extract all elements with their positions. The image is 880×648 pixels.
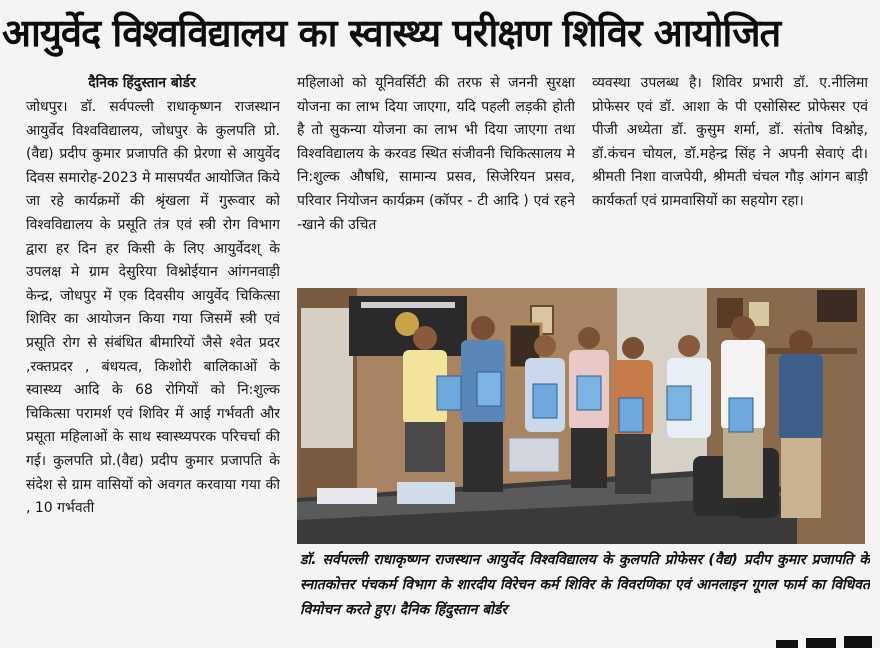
photo-illustration [297,288,865,544]
article-column-3 [592,72,868,282]
article-column-1 [4,72,280,648]
article-text-column-3: व्यवस्था उपलब्ध है। शिविर प्रभारी डॉ. ए.नीलिमा प्रोफेसर एवं डॉ. आशा के पी एसोसिस्ट प्रोफेसर एवं पीजी अध्येता डॉ. कुसुम शर्मा, डॉ. संतोष विश्नोइ, डॉ.कंचन चोयल, डॉ.महेन्द्र सिंह ने अपनी सेवाएं दी। श्रीमती निशा वाजपेयी, श्रीमती चंचल गौड़ आंगन बाड़ी कार्यकर्ता एवं ग्रामवासियों का सहयोग रहा। [592,75,868,209]
photo-caption-text: डॉ. सर्वपल्ली राधाकृष्णन राजस्थान आयुर्वेद विश्वविद्यालय के कुलपति प्रोफेसर (वैद्य) प्रदीप कुमार प्रजापति के स्नातकोत्तर पंचकर्म विभाग के शारदीय विरेचन कर्म शिविर के विवरणिका एवं आनलाइन गूगल फार्म का विधिवत विमोचन करते हुए। दैनिक हिंदुस्तान बोर्डर [300,552,870,618]
photo-caption [300,548,870,638]
article-text-column-2: महिलाओ को यूनिवर्सिटी की तरफ से जननी सुरक्षा योजना का लाभ दिया जाएगा, यदि पहली लड़की होती है तो सुकन्या योजना का लाभ भी दिया जाएगा तथा विश्वविद्यालय के करवड स्थित संजीवनी चिकित्सालय मे नि:शुल्क औषधि, सामान्य प्रसव, सिजेरियन प्रसव, परिवार नियोजन कार्यक्रम (कॉपर - टी आदि ) एवं रहने -खाने की उचित [297,75,575,233]
next-article-fragment [770,632,876,648]
news-photo [297,288,865,544]
article-column-2 [297,72,575,282]
article-text-column-1: जोधपुर। डॉ. सर्वपल्ली राधाकृष्णन राजस्थान आयुर्वेद विश्वविद्यालय, जोधपुर के कुलपति प्रो. (वैद्य) प्रदीप कुमार प्रजापति की प्रेरणा से आयुर्वेद दिवस समारोह-2023 मे मासपर्यंत आयोजित किये जा रहे कार्यक्रमों की श्रृंखला में गुरूवार को विश्वविद्यालय के प्रसूति तंत्र एवं स्त्री रोग विभाग द्वारा हर दिन हर किसी के लिए आयुर्वेदश् के उपलक्ष मे ग्राम देसुरिया विश्नोईयान आंगनवाड़ी केन्द्र, जोधपुर में एक दिवसीय आयुर्वेद चिकित्सा शिविर का आयोजन किया गया जिसमें स्त्री एवं प्रसूति रोग से संबंधित बीमारियों जैसे श्वेत प्रदर ,रक्तप्रदर , बंधयत्व, किशोरी बालिकाओं के स्वास्थ्य आदि के 68 रोगियों को नि:शुल्क चिकित्सा परामर्श एवं शिविर में आई गर्भवती और प्रसूता महिलाओं के साथ स्वास्थ्यपरक परिचर्चा की गई। कुलपति प्रो.(वैद्य) प्रदीप कुमार प्रजापति के संदेश से ग्राम वासियों को अवगत करवाया गया की , 10 गर्भवती [26,99,280,517]
byline: दैनिक हिंदुस्तान बोर्डर [88,75,196,91]
headline: आयुर्वेद विश्वविद्यालय का स्वास्थ्य परीक्षण शिविर आयोजित [2,11,781,55]
